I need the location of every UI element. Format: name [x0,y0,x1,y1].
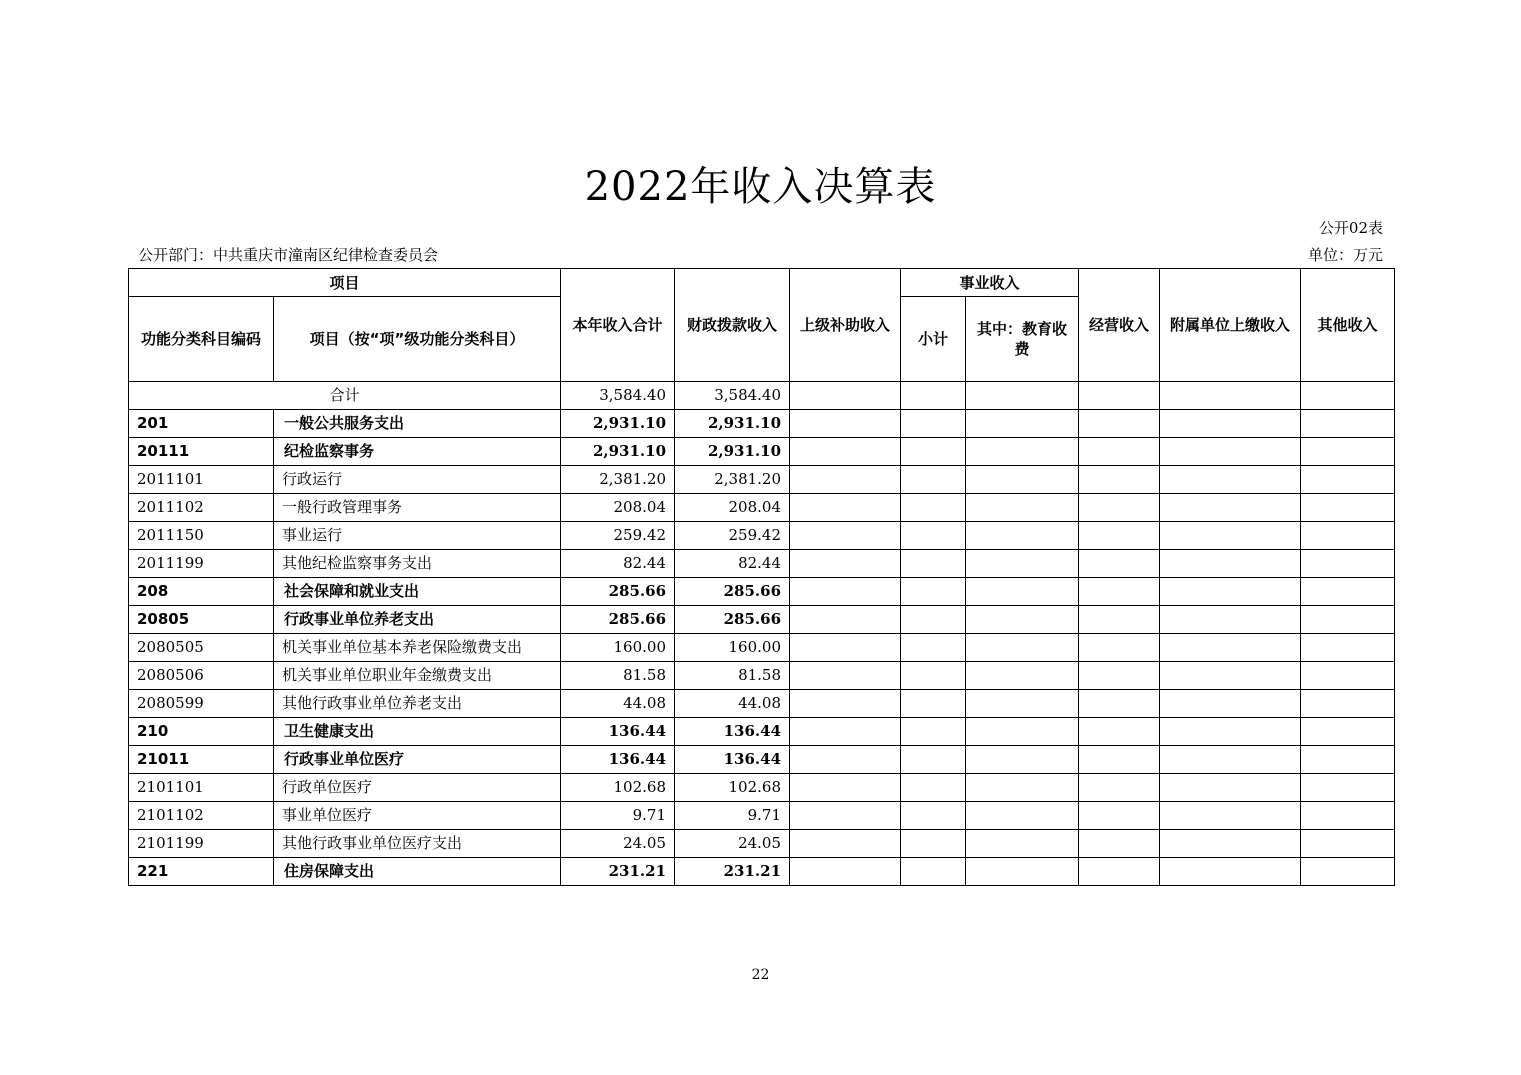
row-code: 208 [129,578,274,606]
table-row [129,522,1395,550]
empty-cell [901,746,966,774]
row-total-income: 2,381.20 [561,466,675,494]
empty-cell [1301,438,1395,466]
empty-cell [1079,550,1160,578]
table-row [129,718,1395,746]
row-name: 事业运行 [274,522,561,550]
department-label: 公开部门：中共重庆市潼南区纪律检查委员会 [138,246,439,264]
empty-cell [1301,606,1395,634]
header-affiliated-income: 附属单位上缴收入 [1160,269,1301,382]
header-business-income: 事业收入 [901,269,1079,297]
empty-cell [790,718,901,746]
row-total-income: 82.44 [561,550,675,578]
row-code: 20111 [129,438,274,466]
row-code: 2101199 [129,830,274,858]
table-row [129,774,1395,802]
empty-cell [1160,662,1301,690]
row-name: 机关事业单位职业年金缴费支出 [274,662,561,690]
empty-cell [901,550,966,578]
row-total-income: 2,931.10 [561,410,675,438]
empty-cell [901,774,966,802]
header-fiscal: 财政拨款收入 [675,269,790,382]
row-fiscal: 2,931.10 [675,410,790,438]
row-name: 行政事业单位养老支出 [274,606,561,634]
row-total-income: 285.66 [561,578,675,606]
header-superior-subsidy: 上级补助收入 [790,269,901,382]
table-row [129,634,1395,662]
empty-cell [790,466,901,494]
empty-cell [901,522,966,550]
table-row [129,746,1395,774]
empty-cell [1079,634,1160,662]
row-total-income: 24.05 [561,830,675,858]
empty-cell [1301,690,1395,718]
empty-cell [790,774,901,802]
empty-cell [1301,746,1395,774]
header-subtotal: 小计 [901,297,966,382]
row-code: 21011 [129,746,274,774]
row-code: 2011101 [129,466,274,494]
row-fiscal: 9.71 [675,802,790,830]
empty-cell [1079,662,1160,690]
empty-cell [966,830,1079,858]
empty-cell [1079,606,1160,634]
row-code: 2011102 [129,494,274,522]
table-row [129,690,1395,718]
row-fiscal: 160.00 [675,634,790,662]
empty-cell [1301,662,1395,690]
row-name: 机关事业单位基本养老保险缴费支出 [274,634,561,662]
empty-cell [1301,858,1395,886]
row-fiscal: 102.68 [675,774,790,802]
row-total-income: 231.21 [561,858,675,886]
row-fiscal: 136.44 [675,746,790,774]
empty-cell [1079,690,1160,718]
empty-cell [966,466,1079,494]
page-title: 2022年收入决算表 [584,164,937,210]
row-name: 一般公共服务支出 [274,410,561,438]
header-code: 功能分类科目编码 [129,297,274,382]
empty-cell [901,830,966,858]
empty-cell [966,578,1079,606]
empty-cell [1160,690,1301,718]
empty-cell [966,550,1079,578]
empty-cell [966,802,1079,830]
empty-cell [1301,718,1395,746]
empty-cell [1160,550,1301,578]
empty-cell [901,858,966,886]
row-code: 2101101 [129,774,274,802]
row-fiscal: 285.66 [675,606,790,634]
unit-label: 单位：万元 [1307,246,1383,264]
row-name: 社会保障和就业支出 [274,578,561,606]
empty-cell [1301,802,1395,830]
empty-cell [1301,494,1395,522]
row-code: 201 [129,410,274,438]
table-row [129,578,1395,606]
row-total-income: 208.04 [561,494,675,522]
income-table [128,268,1395,886]
empty-cell [790,578,901,606]
row-fiscal: 136.44 [675,718,790,746]
table-row [129,606,1395,634]
empty-cell [1079,466,1160,494]
empty-cell [1301,830,1395,858]
row-name: 卫生健康支出 [274,718,561,746]
header-operating-income: 经营收入 [1079,269,1160,382]
row-total-income: 259.42 [561,522,675,550]
empty-cell [1160,410,1301,438]
empty-cell [790,690,901,718]
empty-cell [901,410,966,438]
empty-cell [1079,858,1160,886]
row-fiscal: 44.08 [675,690,790,718]
row-name: 住房保障支出 [274,858,561,886]
empty-cell [966,522,1079,550]
empty-cell [1160,858,1301,886]
empty-cell [790,550,901,578]
total-label: 合计 [129,382,561,410]
empty-cell [1301,634,1395,662]
empty-cell [901,578,966,606]
table-row [129,438,1395,466]
empty-cell [1160,634,1301,662]
row-code: 2011199 [129,550,274,578]
row-name: 其他行政事业单位养老支出 [274,690,561,718]
empty-cell [901,438,966,466]
row-total-income: 44.08 [561,690,675,718]
empty-cell [966,858,1079,886]
header-total-income: 本年收入合计 [561,269,675,382]
empty-cell [1301,522,1395,550]
empty-cell [1079,410,1160,438]
empty-cell [790,438,901,466]
empty-cell [1079,746,1160,774]
empty-cell [901,466,966,494]
row-code: 2101102 [129,802,274,830]
row-name: 行政单位医疗 [274,774,561,802]
empty-cell [966,494,1079,522]
empty-cell [966,662,1079,690]
row-code: 2080599 [129,690,274,718]
row-fiscal: 2,931.10 [675,438,790,466]
empty-cell [790,830,901,858]
empty-cell [790,634,901,662]
empty-cell [966,718,1079,746]
row-total-income: 136.44 [561,746,675,774]
empty-cell [790,606,901,634]
row-fiscal: 285.66 [675,578,790,606]
table-row [129,466,1395,494]
empty-cell [790,746,901,774]
header-project: 项目 [129,269,561,297]
row-fiscal: 81.58 [675,662,790,690]
row-name: 其他行政事业单位医疗支出 [274,830,561,858]
table-row [129,802,1395,830]
empty-cell [1079,802,1160,830]
empty-cell [901,690,966,718]
empty-cell [1301,466,1395,494]
row-name: 一般行政管理事务 [274,494,561,522]
empty-cell [1160,522,1301,550]
empty-cell [1301,410,1395,438]
empty-cell [1079,774,1160,802]
row-name: 其他纪检监察事务支出 [274,550,561,578]
row-total-income: 9.71 [561,802,675,830]
empty-cell [966,606,1079,634]
table-code: 公开02表 [1318,219,1383,237]
empty-cell [901,802,966,830]
row-fiscal: 24.05 [675,830,790,858]
empty-cell [790,522,901,550]
empty-cell [1160,774,1301,802]
row-name: 纪检监察事务 [274,438,561,466]
header-education-fee: 其中：教育收费 [966,297,1079,382]
table-row [129,494,1395,522]
empty-cell [1079,494,1160,522]
row-name: 事业单位医疗 [274,802,561,830]
total-row [129,382,1395,410]
table-row [129,410,1395,438]
table-row [129,858,1395,886]
empty-cell [1079,578,1160,606]
empty-cell [1160,830,1301,858]
row-total-income: 102.68 [561,774,675,802]
empty-cell [966,690,1079,718]
row-code: 20805 [129,606,274,634]
empty-cell [1301,774,1395,802]
row-total-income: 285.66 [561,606,675,634]
empty-cell [1301,578,1395,606]
table-row [129,550,1395,578]
empty-cell [966,438,1079,466]
row-total-income: 160.00 [561,634,675,662]
row-code: 210 [129,718,274,746]
empty-cell [1079,830,1160,858]
header-other-income: 其他收入 [1301,269,1395,382]
row-code: 2080505 [129,634,274,662]
header-name: 项目（按“项”级功能分类科目） [274,297,561,382]
row-name: 行政运行 [274,466,561,494]
empty-cell [1160,494,1301,522]
empty-cell [790,802,901,830]
row-total-income: 81.58 [561,662,675,690]
row-code: 2080506 [129,662,274,690]
empty-cell [966,746,1079,774]
total-income-value: 3,584.40 [561,382,675,410]
total-fiscal-value: 3,584.40 [675,382,790,410]
empty-cell [790,494,901,522]
empty-cell [966,774,1079,802]
row-total-income: 136.44 [561,718,675,746]
empty-cell [790,410,901,438]
empty-cell [1160,466,1301,494]
empty-cell [1160,606,1301,634]
empty-cell [1160,802,1301,830]
empty-cell [901,606,966,634]
row-fiscal: 259.42 [675,522,790,550]
empty-cell [901,634,966,662]
row-name: 行政事业单位医疗 [274,746,561,774]
table-row [129,830,1395,858]
empty-cell [1160,438,1301,466]
empty-cell [901,662,966,690]
empty-cell [790,858,901,886]
row-fiscal: 2,381.20 [675,466,790,494]
empty-cell [1160,718,1301,746]
row-code: 2011150 [129,522,274,550]
empty-cell [966,634,1079,662]
row-total-income: 2,931.10 [561,438,675,466]
row-fiscal: 82.44 [675,550,790,578]
empty-cell [966,410,1079,438]
empty-cell [1301,550,1395,578]
row-fiscal: 231.21 [675,858,790,886]
empty-cell [790,662,901,690]
empty-cell [901,718,966,746]
empty-cell [1079,522,1160,550]
empty-cell [1079,718,1160,746]
page-number: 22 [751,967,770,983]
empty-cell [901,494,966,522]
row-code: 221 [129,858,274,886]
row-fiscal: 208.04 [675,494,790,522]
empty-cell [1160,746,1301,774]
empty-cell [1160,578,1301,606]
empty-cell [1079,438,1160,466]
table-row [129,662,1395,690]
